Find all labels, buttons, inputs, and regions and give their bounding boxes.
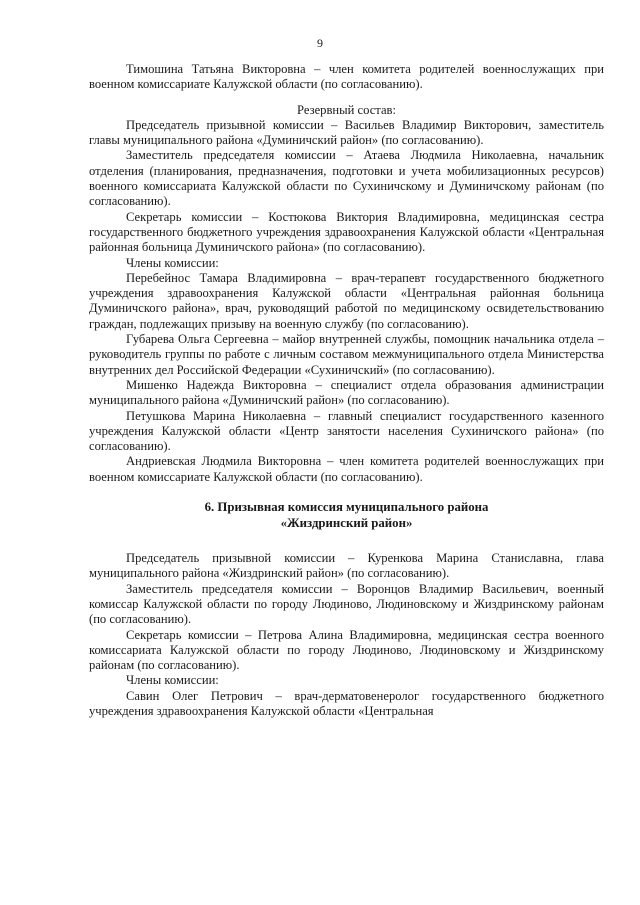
paragraph-chairman-zhizdra: Председатель призывной комиссии – Куренкова Марина Станиславна, глава муниципального района «Жиздринский район» (по согласованию). [89, 551, 604, 581]
paragraph-timoshina: Тимошина Татьяна Викторовна – член комитета родителей военнослужащих при военном комиссариате Калужской области (по согласованию). [89, 62, 604, 92]
members-label-zhizdra: Члены комиссии: [126, 673, 219, 688]
paragraph-andrievskaya: Андриевская Людмила Викторовна – член комитета родителей военнослужащих при военном комиссариате Калужской области (по согласованию). [89, 454, 604, 484]
paragraph-perebeynos: Перебейнос Тамара Владимировна – врач-терапевт государственного бюджетного учреждения здравоохранения Калужской области «Центральная районная больница Думиничского района», врач, руководящий работой по медицинскому освидетельствованию граждан, подлежащих призыву на военную службу (по согласованию). [89, 270, 604, 331]
paragraph-mishenko: Мишенко Надежда Викторовна – специалист отдела образования администрации муниципального района «Думиничский район» (по согласованию). [89, 377, 604, 408]
section-heading-line2: «Жиздринский район» [280, 515, 413, 530]
paragraph-deputy-zhizdra: Заместитель председателя комиссии – Воронцов Владимир Васильевич, военный комиссар Калужской области по городу Людиново, Людиновскому и Жиздринскому районам (по согласованию). [89, 581, 604, 627]
paragraph-petushkova: Петушкова Марина Николаевна – главный специалист государственного казенного учреждения Калужской области «Центр занятости населения Сухиничского района» (по согласованию). [89, 408, 604, 454]
paragraph-gubareva: Губарева Ольга Сергеевна – майор внутренней службы, помощник начальника отдела – руководитель группы по работе с личным составом межмуниципального отдела Министерства внутренних дел Российской Федерации «Сухиничский» (по согласованию). [89, 332, 604, 377]
reserve-title: Резервный состав: [297, 102, 396, 117]
members-label-reserve: Члены комиссии: [126, 255, 219, 270]
section-heading-line1: 6. Призывная комиссия муниципального района [204, 500, 489, 515]
section-heading [89, 500, 604, 531]
paragraph-secretary-reserve: Секретарь комиссии – Костюкова Виктория Владимировна, медицинская сестра государственного бюджетного учреждения здравоохранения Калужской области «Центральная районная больница Думиничского района» (по согласованию). [89, 209, 604, 255]
page-number: 9 [317, 36, 323, 50]
paragraph-secretary-zhizdra: Секретарь комиссии – Петрова Алина Владимировна, медицинская сестра военного комиссариата Калужской области по городу Людиново, Людиновскому и Жиздринскому районам (по согласованию). [89, 627, 604, 673]
paragraph-deputy-reserve: Заместитель председателя комиссии – Атаева Людмила Николаевна, начальник отделения (планирования, предназначения, подготовки и учета мобилизационных ресурсов) военного комиссариата Калужской области по Сухиничскому и Думиничскому районам (по согласованию). [89, 148, 604, 209]
paragraph-savin: Савин Олег Петрович – врач-дерматовенеролог государственного бюджетного учреждения здравоохранения Калужской области «Центральная [89, 688, 604, 718]
document-body [89, 62, 604, 719]
paragraph-chairman-reserve: Председатель призывной комиссии – Васильев Владимир Викторович, заместитель главы муниципального района «Думиничский район» (по согласованию). [89, 117, 604, 148]
